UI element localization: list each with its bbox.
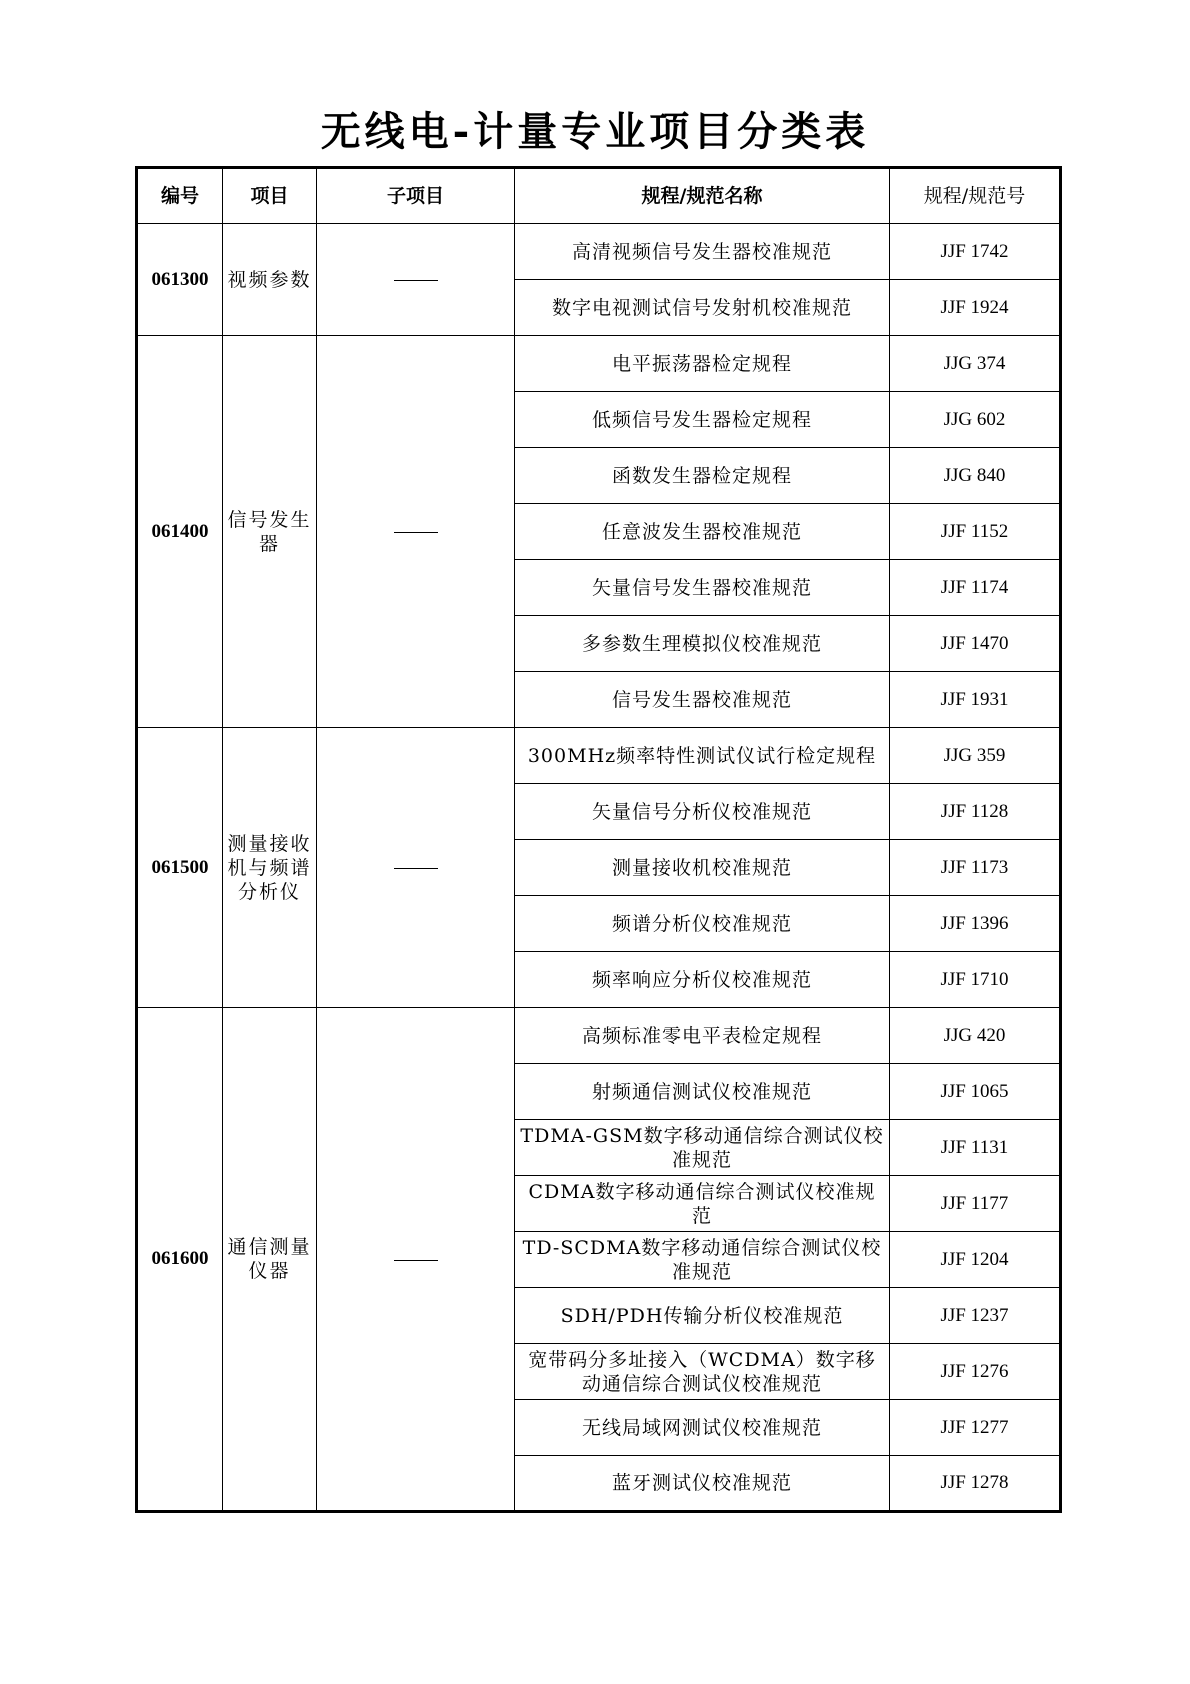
standard-name: 高清视频信号发生器校准规范: [515, 224, 890, 280]
group-code: 061400: [137, 336, 223, 728]
standard-number: JJF 1710: [890, 952, 1061, 1008]
header-subproject: 子项目: [317, 168, 515, 224]
page-title: 无线电-计量专业项目分类表: [320, 108, 870, 155]
standard-name: 300MHz频率特性测试仪试行检定规程: [515, 728, 890, 784]
group-subproject: [317, 336, 515, 728]
standard-number: JJF 1177: [890, 1176, 1061, 1232]
standard-number: JJF 1276: [890, 1344, 1061, 1400]
standard-number: JJF 1204: [890, 1232, 1061, 1288]
standard-name: 高频标准零电平表检定规程: [515, 1008, 890, 1064]
standard-number: JJF 1278: [890, 1456, 1061, 1512]
standard-name: 电平振荡器检定规程: [515, 336, 890, 392]
standard-number: JJF 1277: [890, 1400, 1061, 1456]
table-row: [137, 1008, 1061, 1064]
standard-name: TDMA-GSM数字移动通信综合测试仪校准规范: [515, 1120, 890, 1176]
group-subproject: [317, 224, 515, 336]
standard-number: JJG 374: [890, 336, 1061, 392]
group-subproject: [317, 728, 515, 1008]
standard-name: 任意波发生器校准规范: [515, 504, 890, 560]
table-row: [137, 224, 1061, 280]
standard-name: 频谱分析仪校准规范: [515, 896, 890, 952]
standard-number: JJG 420: [890, 1008, 1061, 1064]
standard-name: SDH/PDH传输分析仪校准规范: [515, 1288, 890, 1344]
standard-name: 宽带码分多址接入（WCDMA）数字移动通信综合测试仪校准规范: [515, 1344, 890, 1400]
standard-number: JJF 1470: [890, 616, 1061, 672]
group-project: 视频参数: [223, 224, 317, 336]
standard-name: 蓝牙测试仪校准规范: [515, 1456, 890, 1512]
standard-name: 函数发生器检定规程: [515, 448, 890, 504]
table-body: [137, 224, 1061, 1512]
standard-name: 信号发生器校准规范: [515, 672, 890, 728]
standard-name: 射频通信测试仪校准规范: [515, 1064, 890, 1120]
header-project: 项目: [223, 168, 317, 224]
standard-name: 低频信号发生器检定规程: [515, 392, 890, 448]
standard-name: TD-SCDMA数字移动通信综合测试仪校准规范: [515, 1232, 890, 1288]
standard-number: JJF 1931: [890, 672, 1061, 728]
standard-name: 数字电视测试信号发射机校准规范: [515, 280, 890, 336]
table-row: [137, 728, 1061, 784]
standard-name: 无线局域网测试仪校准规范: [515, 1400, 890, 1456]
header-code: 编号: [137, 168, 223, 224]
subproject-dash: [394, 280, 438, 281]
classification-table: [135, 166, 1062, 1513]
standard-number: JJF 1152: [890, 504, 1061, 560]
group-code: 061300: [137, 224, 223, 336]
standard-number: JJF 1396: [890, 896, 1061, 952]
standard-number: JJG 359: [890, 728, 1061, 784]
table-header-row: [137, 168, 1061, 224]
group-code: 061500: [137, 728, 223, 1008]
header-name: 规程/规范名称: [515, 168, 890, 224]
subproject-dash: [394, 868, 438, 869]
standard-name: 频率响应分析仪校准规范: [515, 952, 890, 1008]
standard-name: 多参数生理模拟仪校准规范: [515, 616, 890, 672]
group-project: 信号发生器: [223, 336, 317, 728]
table-row: [137, 336, 1061, 392]
standard-number: JJG 602: [890, 392, 1061, 448]
header-number: 规程/规范号: [890, 168, 1061, 224]
group-code: 061600: [137, 1008, 223, 1512]
standard-number: JJF 1174: [890, 560, 1061, 616]
standard-number: JJF 1742: [890, 224, 1061, 280]
standard-name: 矢量信号分析仪校准规范: [515, 784, 890, 840]
group-project: 测量接收机与频谱分析仪: [223, 728, 317, 1008]
standard-number: JJG 840: [890, 448, 1061, 504]
subproject-dash: [394, 532, 438, 533]
standard-name: CDMA数字移动通信综合测试仪校准规范: [515, 1176, 890, 1232]
standard-number: JJF 1173: [890, 840, 1061, 896]
standard-number: JJF 1924: [890, 280, 1061, 336]
standard-number: JJF 1128: [890, 784, 1061, 840]
standard-number: JJF 1131: [890, 1120, 1061, 1176]
standard-number: JJF 1237: [890, 1288, 1061, 1344]
group-project: 通信测量仪器: [223, 1008, 317, 1512]
standard-number: JJF 1065: [890, 1064, 1061, 1120]
subproject-dash: [394, 1260, 438, 1261]
standard-name: 测量接收机校准规范: [515, 840, 890, 896]
group-subproject: [317, 1008, 515, 1512]
standard-name: 矢量信号发生器校准规范: [515, 560, 890, 616]
